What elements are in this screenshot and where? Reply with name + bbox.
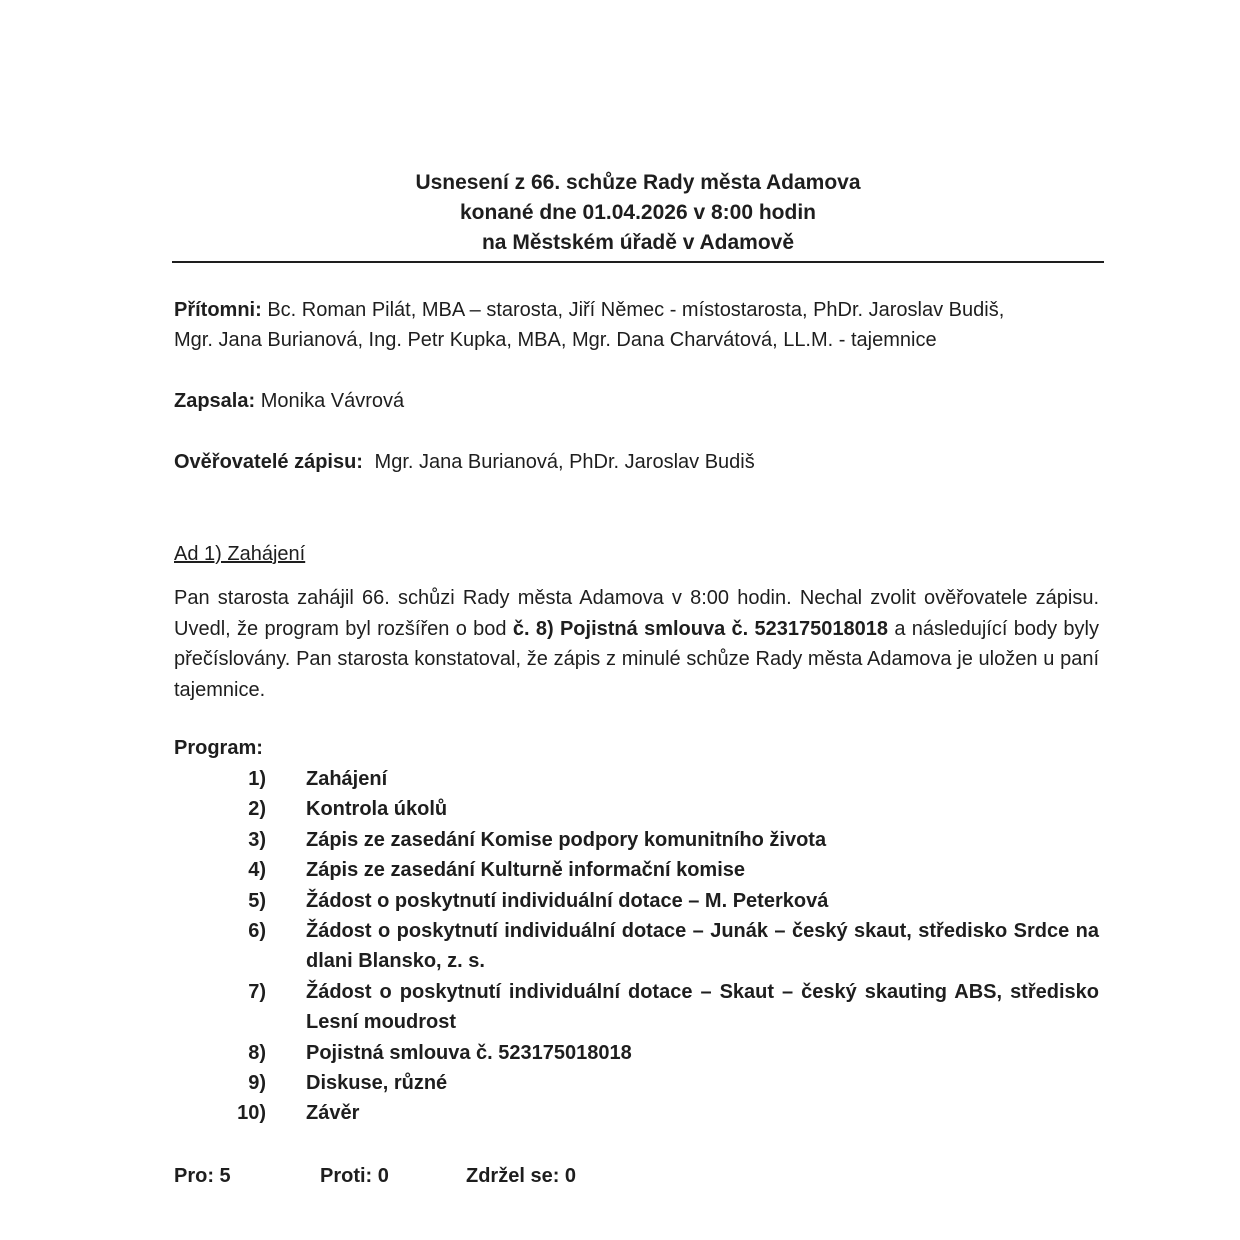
present-line-2: [174, 325, 937, 355]
program-item-text: Žádost o poskytnutí individuální dotace – M. Peterková: [306, 889, 829, 912]
program-item-text: Žádost o poskytnutí individuální dotace – Skaut – český skauting ABS, středisko Lesní moudrost: [306, 980, 1099, 1034]
document-header: [172, 168, 1104, 258]
program-item: [174, 886, 1099, 916]
program-item: [174, 1068, 1099, 1098]
header-place: na Městském úřadě v Adamově: [481, 231, 795, 254]
vote-abstain: Zdržel se: 0: [466, 1165, 577, 1187]
present-label: Přítomni:: [174, 299, 262, 321]
program-item-number: 1): [248, 768, 266, 790]
recorder-name: Monika Vávrová: [260, 390, 405, 412]
recorder-label: Zapsala:: [174, 390, 256, 412]
header-date: konané dne 01.04.2026 v 8:00 hodin: [460, 201, 816, 224]
program-list: [174, 764, 1099, 1129]
program-item: [174, 1098, 1099, 1128]
vote-against: Proti: 0: [320, 1165, 389, 1187]
header-title: Usnesení z 66. schůze Rady města Adamova: [415, 171, 861, 194]
program-item: [174, 977, 1099, 1038]
program-item: [174, 855, 1099, 885]
program-item-number: 2): [248, 798, 266, 821]
program-item: [174, 916, 1099, 977]
program-item-text: Závěr: [306, 1102, 360, 1125]
program-item-number: 10): [237, 1102, 266, 1125]
program-item: [174, 794, 1099, 824]
program-item-text: Zahájení: [306, 768, 388, 790]
present-names-1: Bc. Roman Pilát, MBA – starosta, Jiří Němec - místostarosta, PhDr. Jaroslav Budiš,: [267, 299, 1005, 321]
program-item-text: Kontrola úkolů: [306, 798, 448, 821]
recorder-line: [174, 386, 404, 416]
verifiers-line: [174, 447, 755, 477]
program-item-text: Žádost o poskytnutí individuální dotace – Junák – český skaut, středisko Srdce na dlani Blansko, z. s.: [306, 920, 1099, 973]
opening-text-bold: č. 8) Pojistná smlouva č. 523175018018: [512, 617, 889, 640]
present-line-1: [174, 295, 1004, 325]
program-item-number: 8): [248, 1041, 266, 1064]
section-title-opening: Ad 1) Zahájení: [174, 543, 306, 565]
header-divider: [172, 261, 1104, 263]
program-item: [174, 1038, 1099, 1068]
program-label: Program:: [174, 737, 263, 759]
verifiers-names: Mgr. Jana Burianová, PhDr. Jaroslav Budiš: [374, 451, 755, 473]
program-item-text: Pojistná smlouva č. 523175018018: [306, 1041, 632, 1064]
program-item-number: 4): [248, 859, 266, 882]
program-item-text: Diskuse, různé: [306, 1072, 448, 1095]
opening-paragraph: [174, 583, 1099, 705]
program-item: [174, 764, 1099, 794]
program-item-number: 9): [248, 1072, 266, 1095]
vote-for: Pro: 5: [174, 1165, 231, 1187]
opening-text-2: a následující body byly přečíslovány. Pan starosta konstatoval, že zápis z minulé schůze Rady města Adamova je uložen u paní tajemnice.: [174, 617, 1099, 701]
opening-text-1: Pan starosta zahájil 66. schůzi Rady města Adamova v 8:00 hodin. Nechal zvolit ověřovatele zápisu. Uvedl, že program byl rozšířen o bod: [174, 587, 1099, 640]
program-item-text: Zápis ze zasedání Komise podpory komunitního života: [306, 828, 827, 851]
program-item-number: 7): [248, 980, 266, 1003]
present-names-2: Mgr. Jana Burianová, Ing. Petr Kupka, MBA, Mgr. Dana Charvátová, LL.M. - tajemnice: [174, 329, 937, 351]
program-item-text: Zápis ze zasedání Kulturně informační komise: [306, 859, 746, 882]
program-item-number: 3): [248, 828, 266, 851]
program-item: [174, 825, 1099, 855]
verifiers-label: Ověřovatelé zápisu:: [174, 451, 363, 473]
program-item-number: 6): [248, 920, 266, 943]
program-item-number: 5): [248, 889, 266, 912]
